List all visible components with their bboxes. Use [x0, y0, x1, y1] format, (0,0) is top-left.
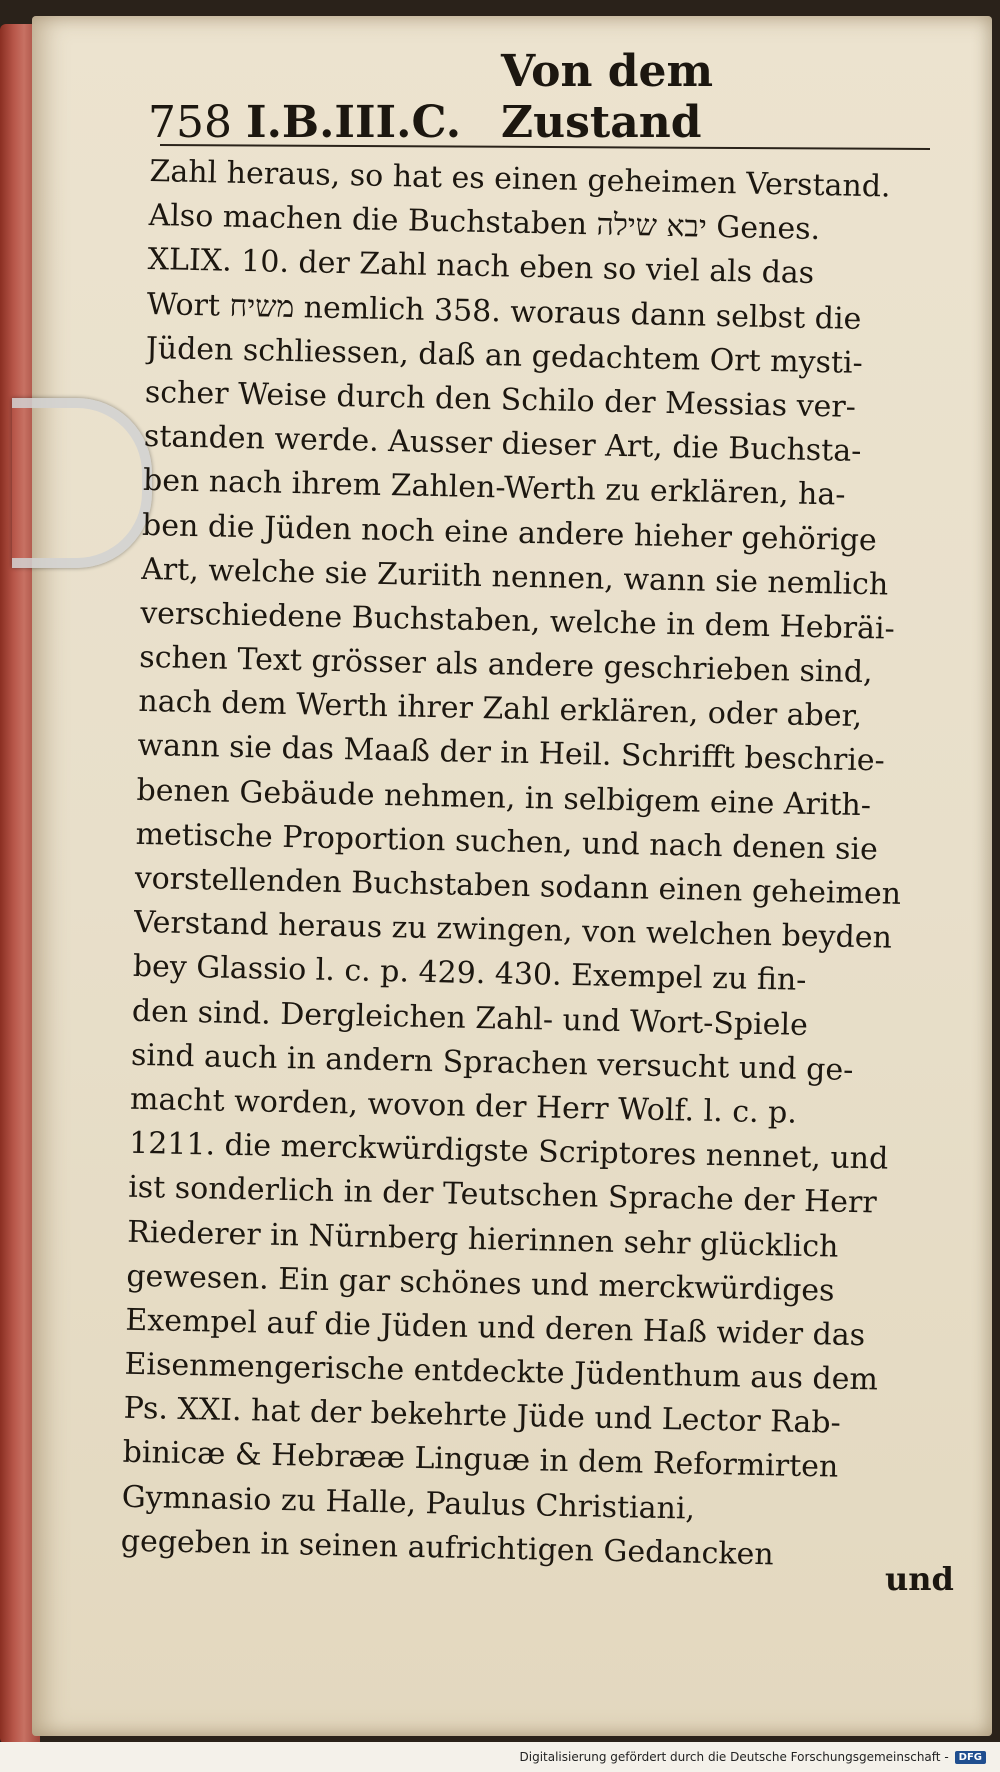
text-line: Jüden schliessen, daß an gedachtem Ort mysti- [145, 330, 864, 381]
text-line: benen Gebäude nehmen, in selbigem eine Arith- [136, 772, 872, 823]
text-line: gegeben in seinen aufrichtigen Gedancken [120, 1523, 774, 1573]
text-line: standen werde. Ausser dieser Art, die Buchsta- [143, 419, 862, 470]
text-line: ben die Jüden noch eine andere hieher gehörige [141, 507, 878, 558]
text-line: den sind. Dergleichen Zahl- und Wort-Spiele [131, 993, 809, 1043]
text-line: verschiedene Buchstaben, welche in dem Hebräi- [139, 595, 896, 647]
text-line: metische Proportion suchen, und nach denen sie [135, 816, 879, 868]
text-line: Gymnasio zu Halle, Paulus Christiani, [121, 1479, 696, 1527]
text-line: Riederer in Nürnberg hierinnen sehr glücklich [126, 1214, 839, 1265]
page-clip [12, 398, 152, 568]
text-line: Eisenmengerische entdeckte Jüdenthum aus dem [124, 1346, 879, 1398]
text-line: sind auch in andern Sprachen versucht und ge- [130, 1037, 854, 1088]
catchword: und [885, 1560, 954, 1598]
text-line: schen Text grösser als andere geschrieben sind, [139, 639, 873, 691]
text-line: wann sie das Maaß der in Heil. Schrifft beschrie- [137, 728, 886, 779]
text-line: Wort משיח nemlich 358. woraus dann selbst die [146, 286, 862, 337]
text-line: Ps. XXI. hat der bekehrte Jüde und Lector Rab- [123, 1390, 842, 1441]
text-line: binicæ & Hebrææ Linguæ in dem Reformirten [122, 1435, 839, 1486]
body-text [120, 150, 949, 1580]
text-line: Exempel auf die Jüden und deren Haß wider das [125, 1302, 866, 1354]
text-line: ist sonderlich in der Teutschen Sprache der Herr [127, 1170, 878, 1221]
text-line: 1211. die merckwürdigste Scriptores nennet, und [128, 1125, 889, 1177]
text-line: ben nach ihrem Zahlen-Werth zu erklären, ha- [142, 463, 846, 513]
text-line: nach dem Werth ihrer Zahl erklären, oder aber, [138, 684, 863, 735]
text-line: Verstand heraus zu zwingen, von welchen beyden [133, 905, 893, 956]
running-header [148, 46, 928, 148]
section-reference: I.B.III.C. [245, 97, 462, 148]
text-line: Art, welche sie Zuriith nennen, wann sie nemlich [140, 551, 889, 603]
footer-credit-bar [0, 1742, 1000, 1772]
text-line: vorstellenden Buchstaben sodann einen geheimen [134, 860, 902, 912]
text-line: Also machen die Buchstaben יבא שילה Genes. [148, 198, 821, 248]
running-title: Von dem Zustand [501, 46, 714, 148]
funding-credit: Digitalisierung gefördert durch die Deutsche Forschungsgemeinschaft - [519, 1750, 949, 1764]
text-line: macht worden, wovon der Herr Wolf. l. c. p. [129, 1081, 798, 1131]
text-line: scher Weise durch den Schilo der Messias ver- [144, 374, 857, 425]
dfg-logo: DFG [955, 1751, 986, 1764]
text-line: XLIX. 10. der Zahl nach eben so viel als das [147, 242, 815, 292]
page-number: 758 [148, 97, 232, 148]
text-line: Zahl heraus, so hat es einen geheimen Verstand. [149, 153, 891, 205]
text-line: gewesen. Ein gar schönes und merckwürdiges [126, 1258, 835, 1309]
text-line: bey Glassio l. c. p. 429. 430. Exempel zu fin- [132, 949, 807, 999]
